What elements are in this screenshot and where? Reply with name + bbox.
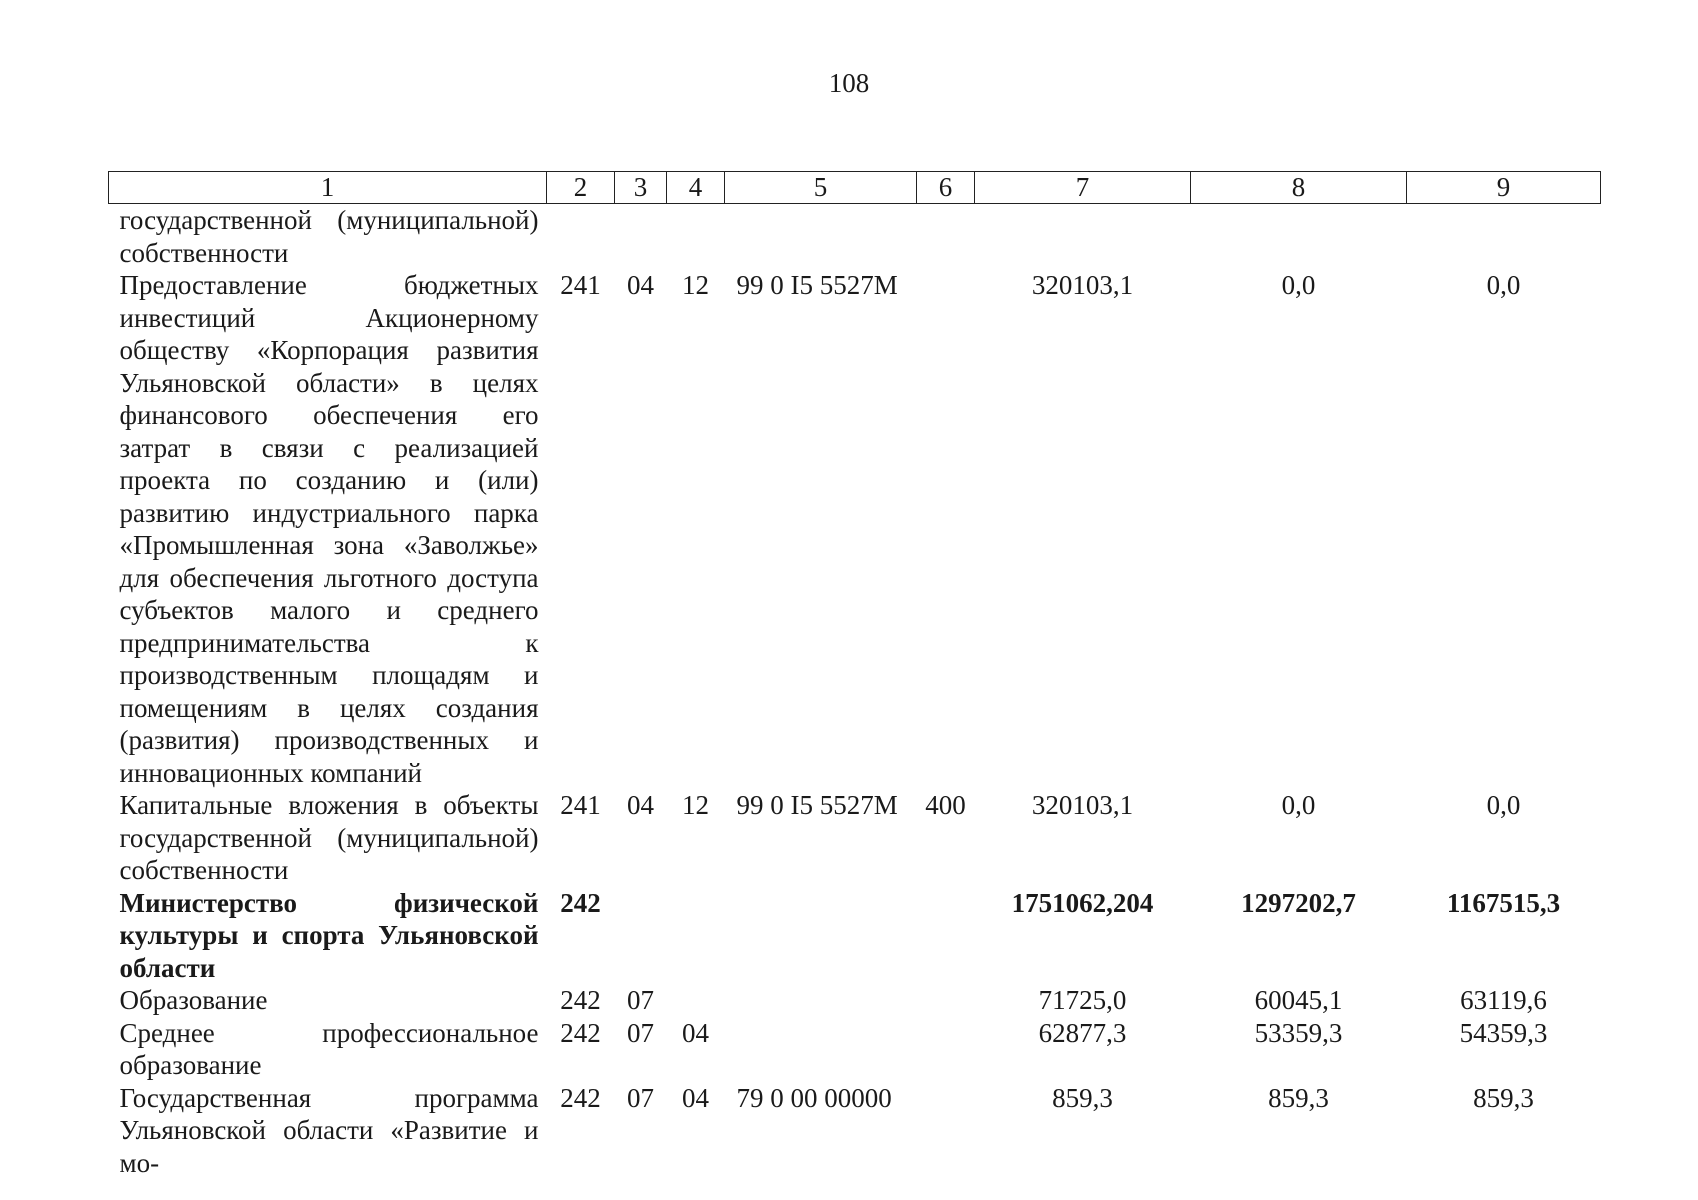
row-target-article bbox=[725, 1017, 917, 1082]
table-row bbox=[109, 789, 1601, 887]
header-col-1: 1 bbox=[109, 172, 547, 204]
row-section: 07 bbox=[627, 985, 654, 1015]
header-col-9: 9 bbox=[1407, 172, 1601, 204]
row-amount-col7: 71725,0 bbox=[1038, 985, 1127, 1015]
header-col-6: 6 bbox=[917, 172, 975, 204]
row-amount-col7: 1751062,204 bbox=[1011, 887, 1154, 918]
table-row bbox=[109, 1017, 1601, 1082]
row-amount-col7: 62877,3 bbox=[1038, 1017, 1127, 1048]
row-name: Среднее профессиональное образование bbox=[119, 1017, 539, 1080]
table-row bbox=[109, 269, 1601, 789]
header-col-7: 7 bbox=[975, 172, 1191, 204]
row-subsection: 04 bbox=[682, 1017, 709, 1048]
row-expense-type: 400 bbox=[925, 790, 966, 820]
row-section: 04 bbox=[627, 270, 654, 300]
row-ministry-code: 241 bbox=[560, 790, 601, 820]
header-col-4: 4 bbox=[667, 172, 725, 204]
row-amount-col9: 1167515,3 bbox=[1446, 887, 1561, 918]
row-amount-col7 bbox=[975, 204, 1191, 270]
row-section: 07 bbox=[627, 1017, 654, 1048]
row-amount-col7: 320103,1 bbox=[1031, 790, 1134, 820]
row-expense-type bbox=[917, 269, 975, 789]
row-amount-col9 bbox=[1407, 204, 1601, 270]
row-subsection bbox=[667, 204, 725, 270]
row-target-article: 99 0 I5 5527M bbox=[736, 270, 898, 300]
row-subsection: 12 bbox=[682, 790, 709, 820]
row-ministry-code bbox=[547, 204, 615, 270]
header-col-3: 3 bbox=[615, 172, 667, 204]
row-expense-type bbox=[917, 1017, 975, 1082]
row-amount-col8: 0,0 bbox=[1281, 790, 1316, 820]
row-amount-col9: 63119,6 bbox=[1460, 985, 1547, 1015]
header-col-2: 2 bbox=[547, 172, 615, 204]
page-number: 108 bbox=[828, 68, 870, 98]
row-amount-col7: 859,3 bbox=[1052, 1082, 1113, 1113]
row-ministry-code: 242 bbox=[560, 1082, 601, 1113]
row-target-article bbox=[725, 887, 917, 985]
row-subsection bbox=[667, 984, 725, 1017]
row-name: Предоставление бюджетных инвестиций Акционерному обществу «Корпорация развития Ульяновской области» в целях финансового обеспечения его затрат в связи с реализацией проекта по созданию и (или) развитию индустриального парка «Промышленная зона «Заволжье» для обеспечения льготного доступа субъектов малого и среднего предпринимательства к производственным площадям и помещениям в целях создания (развития) производственных и инновационных компаний bbox=[119, 270, 539, 788]
table-row bbox=[109, 204, 1601, 270]
row-subsection bbox=[667, 887, 725, 985]
row-expense-type bbox=[917, 984, 975, 1017]
row-name: Государственная программа Ульяновской области «Развитие и мо- bbox=[119, 1082, 539, 1178]
row-amount-col7: 320103,1 bbox=[1031, 270, 1134, 300]
table-header-row bbox=[109, 172, 1601, 204]
row-ministry-code: 241 bbox=[560, 270, 601, 300]
row-section: 04 bbox=[627, 790, 654, 820]
row-name: Капитальные вложения в объекты государственной (муниципальной) собственности bbox=[119, 790, 539, 885]
row-section bbox=[615, 887, 667, 985]
header-col-5: 5 bbox=[725, 172, 917, 204]
row-ministry-code: 242 bbox=[560, 887, 601, 918]
header-col-8: 8 bbox=[1191, 172, 1407, 204]
table-row bbox=[109, 984, 1601, 1017]
row-amount-col9: 0,0 bbox=[1486, 270, 1521, 300]
row-amount-col8: 60045,1 bbox=[1254, 985, 1343, 1015]
row-subsection: 12 bbox=[682, 270, 709, 300]
row-amount-col9: 0,0 bbox=[1486, 790, 1521, 820]
row-subsection: 04 bbox=[682, 1082, 709, 1113]
row-ministry-code: 242 bbox=[560, 1017, 601, 1048]
row-target-article bbox=[725, 204, 917, 270]
row-target-article bbox=[725, 984, 917, 1017]
row-section: 07 bbox=[627, 1082, 654, 1113]
row-section bbox=[615, 204, 667, 270]
row-expense-type bbox=[917, 887, 975, 985]
row-amount-col8: 859,3 bbox=[1268, 1082, 1329, 1113]
row-expense-type bbox=[917, 204, 975, 270]
row-name: государственной (муниципальной) собственности bbox=[119, 205, 539, 268]
row-target-article: 99 0 I5 5527M bbox=[736, 790, 898, 820]
row-amount-col9: 859,3 bbox=[1473, 1082, 1534, 1113]
table-row bbox=[109, 887, 1601, 985]
row-target-article: 79 0 00 00000 bbox=[736, 1082, 892, 1113]
row-amount-col8: 53359,3 bbox=[1254, 1017, 1343, 1048]
budget-table bbox=[108, 171, 1601, 1179]
row-amount-col8 bbox=[1191, 204, 1407, 270]
row-ministry-code: 242 bbox=[560, 985, 601, 1015]
row-name: Министерство физической культуры и спорта Ульяновской области bbox=[119, 887, 539, 983]
row-name: Образование bbox=[119, 985, 268, 1015]
row-amount-col8: 0,0 bbox=[1281, 270, 1316, 300]
row-amount-col8: 1297202,7 bbox=[1241, 887, 1356, 918]
row-amount-col9: 54359,3 bbox=[1459, 1017, 1548, 1048]
table-row bbox=[109, 1082, 1601, 1180]
row-expense-type bbox=[917, 1082, 975, 1180]
